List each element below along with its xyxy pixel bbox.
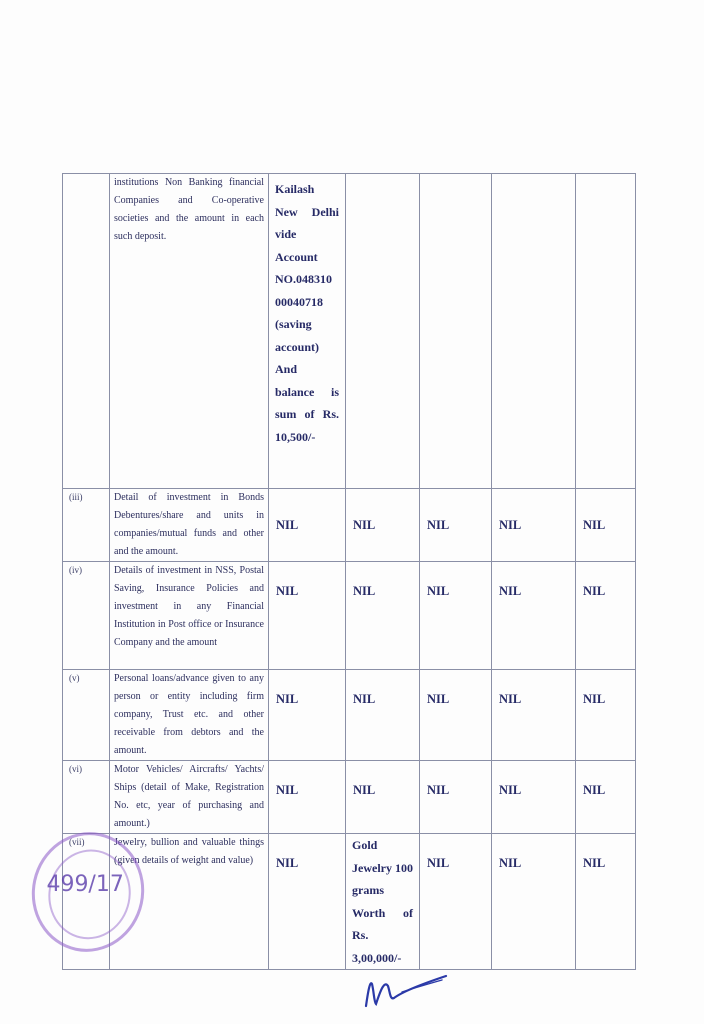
serial-number: (vi) [63,761,110,834]
value-cell [269,761,346,834]
table-row [63,670,636,761]
value-text: NIL [353,517,376,532]
value-cell [576,562,636,670]
value-text: NIL [276,692,299,706]
value-cell [492,761,576,834]
item-description: institutions Non Banking financial Companies and Co-operative societies and the amount in each such deposit. [110,174,269,489]
serial-number: (v) [63,670,110,761]
table-row [63,562,636,670]
table-row [63,761,636,834]
value-cell [346,174,420,489]
value-cell [420,834,492,970]
value-cell [492,174,576,489]
value-text: NIL [276,517,299,532]
value-text: NIL [583,783,606,797]
value-cell [492,562,576,670]
value-text: NIL [583,856,606,870]
value-text: NIL [499,517,522,532]
stamp-number: 499/17 [46,872,124,898]
serial-number: (iv) [63,562,110,670]
value-text: NIL [427,856,450,870]
asset-details-table [62,173,636,970]
serial-number: (vii) [63,834,110,970]
item-description: Personal loans/advance given to any person or entity including firm company, Trust etc. and other receivable from debtors and the amount. [110,670,269,761]
table-row [63,834,636,970]
value-cell [420,761,492,834]
value-cell [576,670,636,761]
value-cell [576,834,636,970]
item-description: Motor Vehicles/ Aircrafts/ Yachts/ Ships (detail of Make, Registration No. etc, year of purchasing and amount.) [110,761,269,834]
value-cell [492,489,576,562]
value-cell [420,562,492,670]
value-text: NIL [583,692,606,706]
signature-mark [362,962,452,1012]
value-text: NIL [499,783,522,797]
value-cell [269,834,346,970]
value-text: NIL [427,517,450,532]
value-text: NIL [353,584,376,598]
value-text: NIL [353,783,376,797]
value-text: NIL [499,692,522,706]
value-text: NIL [276,856,299,870]
value-cell [576,489,636,562]
value-text: NIL [353,692,376,706]
value-text: NIL [583,517,606,532]
value-cell: Kailash New Delhi vide Account NO.048310 00040718 (saving account) And balance is sum of Rs. 10,500/- [269,174,346,489]
table-row [63,174,636,489]
value-cell [346,562,420,670]
value-cell [576,761,636,834]
value-text: NIL [427,584,450,598]
value-text: NIL [499,856,522,870]
value-cell [346,489,420,562]
value-cell [420,489,492,562]
value-cell: Gold Jewelry 100 grams Worth of Rs. 3,00,000/- [346,834,420,970]
value-text: NIL [499,584,522,598]
value-cell [269,489,346,562]
item-description: Detail of investment in Bonds Debentures/share and units in companies/mutual funds and other and the amount. [110,489,269,562]
value-cell [346,761,420,834]
value-cell [576,174,636,489]
value-text: NIL [583,584,606,598]
value-cell [492,670,576,761]
value-cell [269,562,346,670]
value-cell [420,670,492,761]
value-text: NIL [427,692,450,706]
value-cell [346,670,420,761]
item-description: Jewelry, bullion and valuable things (given details of weight and value) [110,834,269,970]
value-cell [420,174,492,489]
serial-number: (iii) [63,489,110,562]
value-cell [492,834,576,970]
value-cell [269,670,346,761]
item-description: Details of investment in NSS, Postal Saving, Insurance Policies and investment in any Financial Institution in Post office or Insurance Company and the amount [110,562,269,670]
table-row [63,489,636,562]
serial-number [63,174,110,489]
value-text: NIL [427,783,450,797]
value-text: NIL [276,783,299,797]
value-text: NIL [276,584,299,598]
